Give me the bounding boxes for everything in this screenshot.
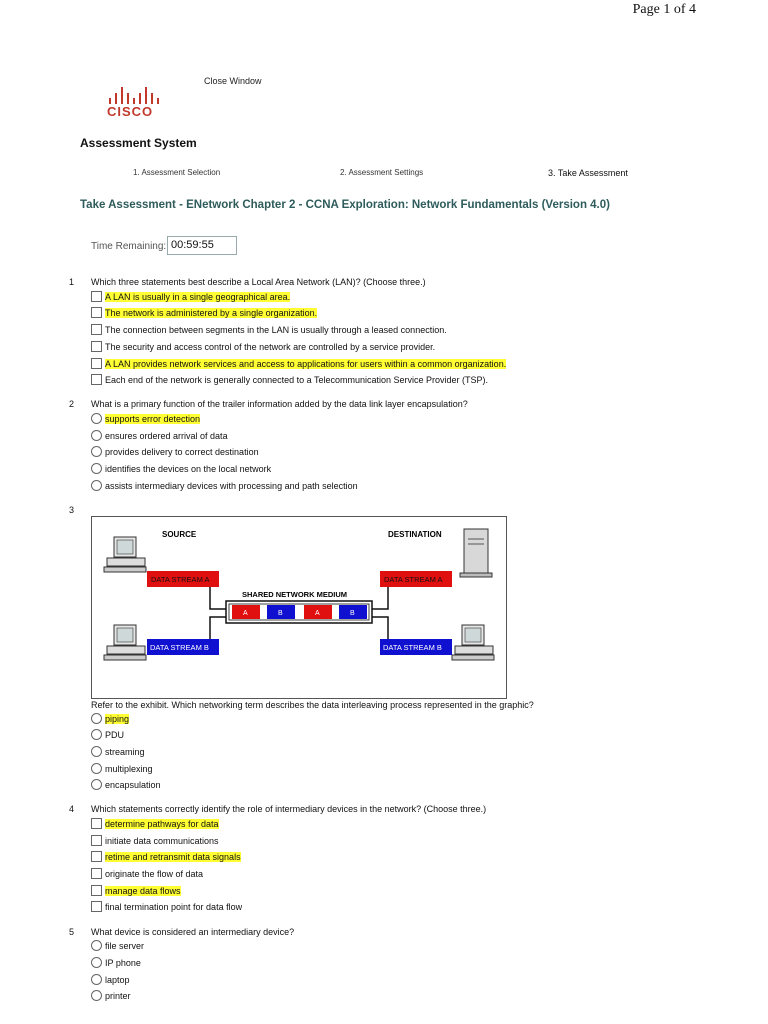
answer-option[interactable] [91,816,219,831]
checkbox[interactable] [91,324,102,335]
option-label: encapsulation [105,779,161,790]
radio-button[interactable] [91,990,102,1001]
option-label: multiplexing [105,763,153,774]
radio-button[interactable] [91,746,102,757]
answer-option[interactable] [91,411,200,426]
answer-option[interactable] [91,305,317,320]
option-label: retime and retransmit data signals [105,851,241,862]
option-label: initiate data communications [105,835,219,846]
answer-option[interactable] [91,428,228,443]
page-number: Page 1 of 4 [632,2,696,17]
answer-option[interactable] [91,744,145,759]
checkbox[interactable] [91,901,102,912]
computer-icon [104,625,146,660]
option-label: PDU [105,729,125,740]
question-text: Which statements correctly identify the role of intermediary devices in the network? (Choose three.) [91,804,487,814]
radio-button[interactable] [91,430,102,441]
computer-icon [452,625,494,660]
assessment-title: Take Assessment - ENetwork Chapter 2 - CCNA Exploration: Network Fundamentals (Version 4.0) [80,199,610,211]
answer-option[interactable] [91,938,144,953]
time-remaining-label: Time Remaining: [91,241,167,252]
option-label: determine pathways for data [105,818,219,829]
answer-option[interactable] [91,727,124,742]
question-number: 3 [69,505,75,515]
option-label: piping [105,713,130,724]
packet-label: A [315,610,320,617]
close-window-link[interactable]: Close Window [204,76,262,86]
option-label: ensures ordered arrival of data [105,430,228,441]
stream-a-source-label: DATA STREAM A [151,575,210,584]
option-label: assists intermediary devices with processing and path selection [105,480,358,491]
stream-a-dest-label: DATA STREAM A [384,575,443,584]
option-label: final termination point for data flow [105,901,243,912]
answer-option[interactable] [91,955,141,970]
server-icon [460,529,492,577]
option-label: laptop [105,974,130,985]
radio-button[interactable] [91,729,102,740]
question-number: 1 [69,277,75,287]
stream-b-source-label: DATA STREAM B [150,643,209,652]
option-label: file server [105,940,145,951]
checkbox[interactable] [91,868,102,879]
option-label: The network is administered by a single organization. [105,307,318,318]
radio-button[interactable] [91,463,102,474]
medium-label: SHARED NETWORK MEDIUM [242,590,347,599]
system-title: Assessment System [80,136,197,150]
option-label: The security and access control of the network are controlled by a service provider. [105,341,436,352]
checkbox[interactable] [91,307,102,318]
answer-option[interactable] [91,849,241,864]
source-label: SOURCE [162,530,197,539]
answer-option[interactable] [91,372,488,387]
radio-button[interactable] [91,713,102,724]
radio-button[interactable] [91,974,102,985]
option-label: provides delivery to correct destination [105,446,259,457]
question-text: What device is considered an intermediary device? [91,927,295,937]
exhibit-svg [92,517,506,698]
question-text: Which three statements best describe a Local Area Network (LAN)? (Choose three.) [91,277,426,287]
checkbox[interactable] [91,341,102,352]
radio-button[interactable] [91,446,102,457]
option-label: The connection between segments in the LAN is usually through a leased connection. [105,324,447,335]
option-label: IP phone [105,957,141,968]
checkbox[interactable] [91,885,102,896]
question-number: 5 [69,927,75,937]
answer-option[interactable] [91,478,358,493]
answer-option[interactable] [91,461,271,476]
packet-label: B [278,610,283,617]
question-text: What is a primary function of the trailer information added by the data link layer encapsulation? [91,399,468,409]
logo-wordmark: CISCO [107,104,154,119]
answer-option[interactable] [91,866,203,881]
option-label: identifies the devices on the local network [105,463,272,474]
radio-button[interactable] [91,940,102,951]
checkbox[interactable] [91,835,102,846]
radio-button[interactable] [91,779,102,790]
answer-option[interactable] [91,988,131,1003]
time-remaining-field: 00:59:55 [167,236,237,255]
answer-option[interactable] [91,777,161,792]
option-label: A LAN provides network services and access to applications for users within a common organization. [105,358,507,369]
answer-option[interactable] [91,899,242,914]
radio-button[interactable] [91,763,102,774]
step-assessment-settings[interactable]: 2. Assessment Settings [340,168,424,177]
answer-option[interactable] [91,289,290,304]
exhibit-diagram [91,516,507,699]
answer-option[interactable] [91,339,435,354]
source-computer-icon [104,537,146,572]
radio-button[interactable] [91,480,102,491]
checkbox[interactable] [91,851,102,862]
checkbox[interactable] [91,291,102,302]
option-label: A LAN is usually in a single geographical area. [105,291,291,302]
question-text: Refer to the exhibit. Which networking term describes the data interleaving process represented in the graphic? [91,700,534,710]
question-number: 2 [69,399,75,409]
step-take-assessment: 3. Take Assessment [548,168,628,178]
option-label: manage data flows [105,885,181,896]
packet-label: A [243,610,248,617]
question-number: 4 [69,804,75,814]
checkbox[interactable] [91,358,102,369]
answer-option[interactable] [91,883,181,898]
option-label: streaming [105,746,145,757]
option-label: supports error detection [105,413,201,424]
packet-label: B [350,610,355,617]
stream-b-dest-label: DATA STREAM B [383,643,442,652]
answer-option[interactable] [91,833,219,848]
answer-option[interactable] [91,711,129,726]
radio-button[interactable] [91,957,102,968]
radio-button[interactable] [91,413,102,424]
checkbox[interactable] [91,374,102,385]
step-assessment-selection[interactable]: 1. Assessment Selection [133,168,221,177]
answer-option[interactable] [91,356,506,371]
option-label: printer [105,990,131,1001]
answer-option[interactable] [91,444,259,459]
checkbox[interactable] [91,818,102,829]
cisco-logo [107,84,167,120]
option-label: originate the flow of data [105,868,204,879]
answer-option[interactable] [91,761,153,776]
answer-option[interactable] [91,972,130,987]
option-label: Each end of the network is generally connected to a Telecommunication Service Provider (TSP). [105,374,489,385]
answer-option[interactable] [91,322,447,337]
destination-label: DESTINATION [388,530,442,539]
